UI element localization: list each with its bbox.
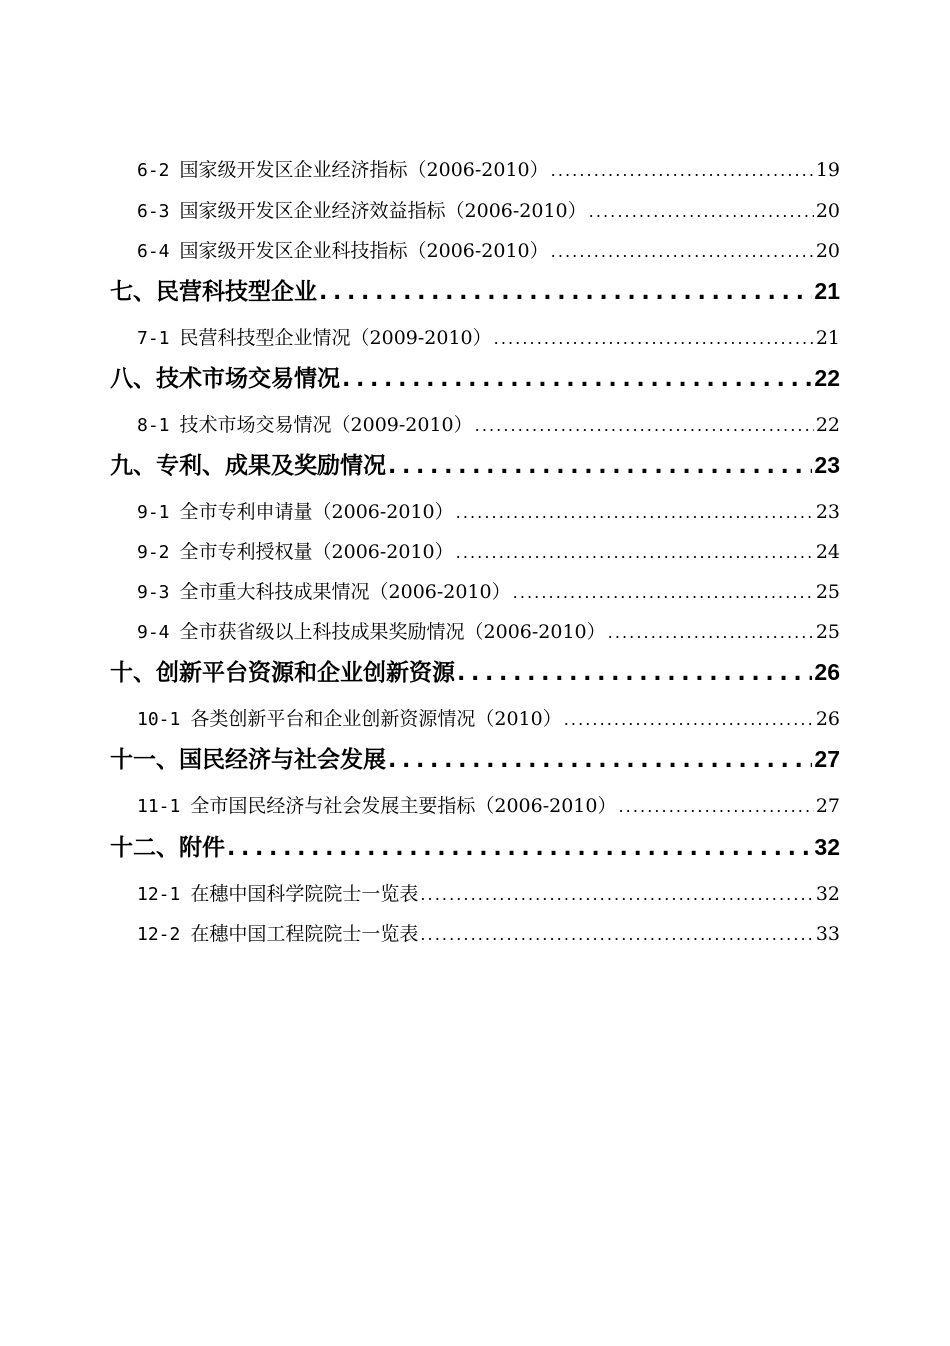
toc-section-title: 九、专利、成果及奖励情况 xyxy=(110,453,386,479)
toc-entry-10-1[interactable] xyxy=(110,704,840,731)
toc-page-number: 22 xyxy=(815,414,840,436)
dot-leader xyxy=(619,795,814,817)
toc-section-11[interactable] xyxy=(110,741,840,774)
toc-section-10[interactable] xyxy=(110,654,840,687)
dot-leader xyxy=(551,159,814,181)
dot-leader xyxy=(551,240,814,262)
toc-page-number: 21 xyxy=(814,278,840,304)
toc-page-number: 22 xyxy=(814,365,840,391)
dot-leader xyxy=(457,660,812,686)
dot-leader xyxy=(589,200,814,222)
toc-section-title: 十、创新平台资源和企业创新资源 xyxy=(110,660,455,686)
toc-page-number: 33 xyxy=(815,923,840,945)
toc-entry-title: 12-1 在穗中国科学院院士一览表 xyxy=(137,883,419,905)
toc-page-number: 24 xyxy=(815,541,840,563)
toc-entry-title: 12-2 在穗中国工程院院士一览表 xyxy=(137,923,419,945)
dot-leader xyxy=(388,747,812,773)
toc-entry-title: 7-1 民营科技型企业情况（2009-2010） xyxy=(137,327,492,349)
dot-leader xyxy=(227,835,812,861)
toc-page-number: 23 xyxy=(815,501,840,523)
toc-entry-title: 6-2 国家级开发区企业经济指标（2006-2010） xyxy=(137,159,549,181)
dot-leader xyxy=(342,366,812,392)
dot-leader xyxy=(608,621,814,643)
toc-entry-9-2[interactable] xyxy=(110,537,840,564)
toc-entry-title: 9-3 全市重大科技成果情况（2006-2010） xyxy=(137,581,511,603)
toc-page-number: 27 xyxy=(814,746,840,772)
toc-section-8[interactable] xyxy=(110,360,840,393)
toc-section-12[interactable] xyxy=(110,829,840,862)
toc-entry-9-3[interactable] xyxy=(110,577,840,604)
toc-entry-6-2[interactable] xyxy=(110,155,840,182)
toc-section-title: 七、民营科技型企业 xyxy=(110,279,317,305)
dot-leader xyxy=(564,708,814,730)
toc-entry-title: 9-4 全市获省级以上科技成果奖励情况（2006-2010） xyxy=(137,621,606,643)
toc-entry-11-1[interactable] xyxy=(110,791,840,818)
dot-leader xyxy=(319,279,812,305)
toc-section-title: 十一、国民经济与社会发展 xyxy=(110,747,386,773)
dot-leader xyxy=(420,923,813,945)
toc-entry-title: 10-1 各类创新平台和企业创新资源情况（2010） xyxy=(137,708,562,730)
toc-page-number: 19 xyxy=(815,159,840,181)
dot-leader xyxy=(456,501,814,523)
dot-leader xyxy=(420,883,813,905)
toc-page-number: 20 xyxy=(815,240,840,262)
toc-page-number: 26 xyxy=(814,659,840,685)
dot-leader xyxy=(475,414,814,436)
dot-leader xyxy=(494,327,814,349)
toc-section-title: 八、技术市场交易情况 xyxy=(110,366,340,392)
toc-entry-title: 11-1 全市国民经济与社会发展主要指标（2006-2010） xyxy=(137,795,617,817)
toc-page-number: 32 xyxy=(814,834,840,860)
toc-entry-title: 9-2 全市专利授权量（2006-2010） xyxy=(137,541,454,563)
toc-entry-12-1[interactable] xyxy=(110,879,840,906)
toc-page-number: 25 xyxy=(815,581,840,603)
toc-entry-7-1[interactable] xyxy=(110,323,840,350)
dot-leader xyxy=(513,581,814,603)
dot-leader xyxy=(456,541,814,563)
toc-entry-8-1[interactable] xyxy=(110,410,840,437)
toc-entry-title: 6-4 国家级开发区企业科技指标（2006-2010） xyxy=(137,240,549,262)
dot-leader xyxy=(388,453,812,479)
toc-entry-9-4[interactable] xyxy=(110,617,840,644)
toc-page-number: 21 xyxy=(815,327,840,349)
toc-entry-12-2[interactable] xyxy=(110,919,840,946)
toc-page-number: 23 xyxy=(814,452,840,478)
toc-page-number: 27 xyxy=(815,795,840,817)
toc-page-number: 25 xyxy=(815,621,840,643)
toc-section-9[interactable] xyxy=(110,447,840,480)
toc-entry-6-4[interactable] xyxy=(110,236,840,263)
toc-entry-title: 9-1 全市专利申请量（2006-2010） xyxy=(137,501,454,523)
toc-section-7[interactable] xyxy=(110,273,840,306)
toc-page-number: 20 xyxy=(815,200,840,222)
toc-entry-6-3[interactable] xyxy=(110,196,840,223)
toc-entry-title: 8-1 技术市场交易情况（2009-2010） xyxy=(137,414,473,436)
toc-entry-title: 6-3 国家级开发区企业经济效益指标（2006-2010） xyxy=(137,200,587,222)
toc-entry-9-1[interactable] xyxy=(110,497,840,524)
toc-page-number: 32 xyxy=(815,883,840,905)
toc-page-number: 26 xyxy=(815,708,840,730)
toc-section-title: 十二、附件 xyxy=(110,835,225,861)
